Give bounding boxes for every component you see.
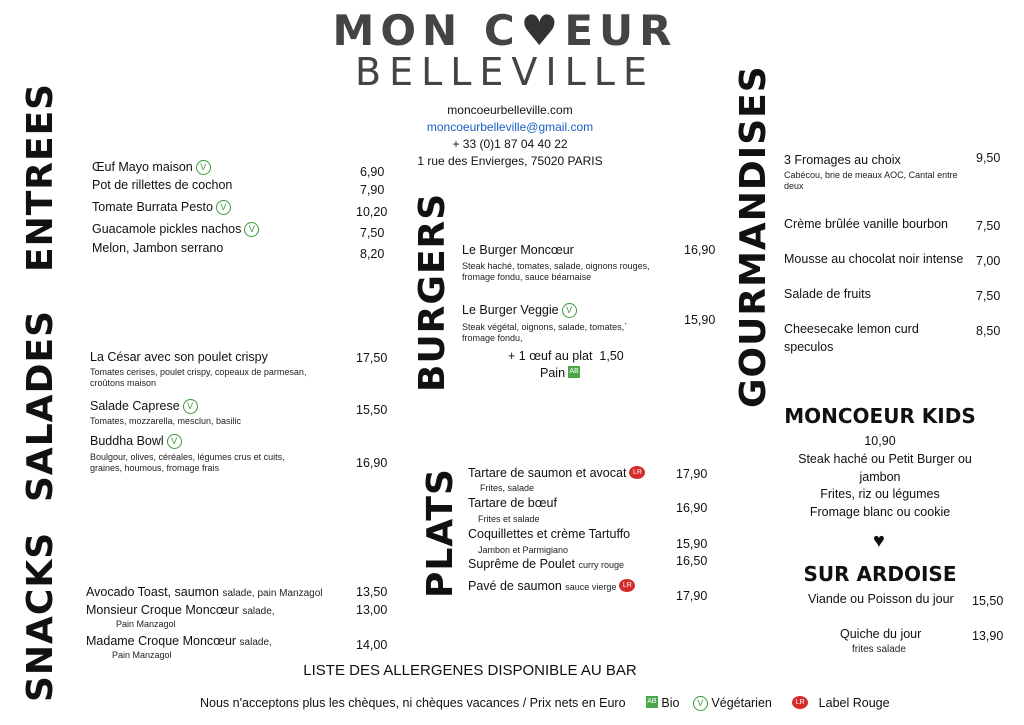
- kids-line: Fromage blanc ou cookie: [809, 505, 951, 519]
- menu-item: Le Burger Veggie V: [462, 303, 577, 318]
- item-description: frites salade: [852, 644, 906, 655]
- menu-item: Quiche du jour: [840, 627, 922, 641]
- label-rouge-icon: LR: [619, 579, 635, 592]
- kids-line: Steak haché ou Petit Burger ou: [798, 452, 972, 466]
- item-price: 7,90: [360, 183, 385, 197]
- payment-notice: Nous n'acceptons plus les chèques, ni chèques vacances / Prix nets en Euro: [200, 696, 626, 710]
- item-description: Tomates, mozzarella, mesclun, basilic: [90, 416, 242, 426]
- item-price: 16,90: [676, 501, 708, 515]
- phone: + 33 (0)1 87 04 40 22: [452, 137, 568, 151]
- brand-text-b: EUR: [564, 6, 678, 55]
- item-price: 13,50: [356, 585, 388, 599]
- item-price: 7,50: [976, 289, 1001, 303]
- section-salades: SALADES: [20, 310, 61, 502]
- legend-bio: Bio: [661, 696, 680, 710]
- item-description: Tomates cerises, poulet crispy, copeaux de parmesan, croûtons maison: [90, 367, 307, 388]
- vegetarian-icon: V: [244, 222, 259, 237]
- menu-item: Avocado Toast, saumon salade, pain Manzagol: [86, 585, 323, 599]
- brand-logo-line2: BELLEVILLE: [355, 50, 655, 94]
- item-description: Boulgour, olives, céréales, légumes crus et cuits, graines, houmous, fromage frais: [90, 452, 285, 473]
- item-price: 16,90: [684, 243, 716, 257]
- item-price: 17,90: [676, 589, 708, 603]
- item-price: 15,50: [972, 594, 1004, 608]
- menu-item: Madame Croque Moncœur salade,: [86, 634, 272, 648]
- item-description: Steak végétal, oignons, salade, tomates,` fromage fondu,: [462, 322, 628, 343]
- legend-label-rouge: Label Rouge: [818, 696, 890, 710]
- section-burgers: BURGERS: [412, 192, 453, 392]
- menu-item: Tartare de bœuf: [468, 496, 557, 510]
- website-link[interactable]: moncoeurbelleville.com: [447, 103, 573, 117]
- menu-item: Pavé de saumon sauce vierge LR: [468, 579, 635, 593]
- item-price: 8,50: [976, 324, 1001, 338]
- burger-extra-pain: Pain AB: [540, 366, 579, 380]
- ardoise-title: SUR ARDOISE: [803, 562, 957, 586]
- footer-legend: [200, 696, 890, 711]
- item-price: 13,00: [356, 603, 388, 617]
- item-price: 17,50: [356, 351, 388, 365]
- item-price: 17,90: [676, 467, 708, 481]
- kids-price: 10,90: [864, 434, 896, 448]
- burger-extra-egg: + 1 œuf au plat 1,50: [508, 349, 624, 363]
- vegetarian-icon: V: [216, 200, 231, 215]
- menu-item-line2: speculos: [784, 340, 834, 354]
- item-price: 6,90: [360, 165, 385, 179]
- item-description: Frites, salade: [480, 483, 535, 493]
- item-description: Jambon et Parmigiano: [478, 545, 569, 555]
- section-entrees: ENTREES: [20, 82, 61, 272]
- address: 1 rue des Envierges, 75020 PARIS: [417, 154, 603, 168]
- brand-logo-line1: [290, 6, 720, 55]
- kids-title: MONCOEUR KIDS: [784, 404, 976, 428]
- menu-item: Buddha Bowl V: [90, 434, 182, 449]
- menu-item: Monsieur Croque Moncœur salade,: [86, 603, 275, 617]
- item-price: 7,00: [976, 254, 1001, 268]
- menu-item: Tomate Burrata Pesto V: [92, 200, 231, 215]
- item-description: Frites et salade: [478, 514, 540, 524]
- menu-item: Coquillettes et crème Tartuffo: [468, 527, 631, 541]
- heart-icon: ♥: [873, 530, 885, 552]
- menu-item: 3 Fromages au choix: [784, 153, 901, 167]
- vegetarian-icon: V: [693, 696, 708, 711]
- item-price: 7,50: [360, 226, 385, 240]
- item-description: Pain Manzagol: [112, 650, 172, 660]
- menu-item: Pot de rillettes de cochon: [92, 178, 233, 192]
- menu-item: La César avec son poulet crispy: [90, 350, 268, 364]
- item-description: Cabécou, brie de meaux AOC, Cantal entre deux: [784, 170, 958, 191]
- item-price: 16,50: [676, 554, 708, 568]
- menu-item: Cheesecake lemon curd: [784, 322, 919, 336]
- kids-line: Frites, riz ou légumes: [820, 487, 940, 501]
- menu-item: Guacamole pickles nachos V: [92, 222, 259, 237]
- menu-item: Suprême de Poulet curry rouge: [468, 557, 625, 571]
- label-rouge-icon: LR: [792, 696, 808, 709]
- legend-vegetarien: Végétarien: [711, 696, 772, 710]
- menu-item: Salade Caprese V: [90, 399, 198, 414]
- label-rouge-icon: LR: [629, 466, 645, 479]
- section-gourmandises: GOURMANDISES: [733, 65, 774, 408]
- menu-item: Mousse au chocolat noir intense: [784, 252, 964, 266]
- item-price: 15,50: [356, 403, 388, 417]
- allergen-notice: LISTE DES ALLERGENES DISPONIBLE AU BAR: [303, 662, 637, 679]
- item-price: 7,50: [976, 219, 1001, 233]
- item-description: Pain Manzagol: [116, 619, 176, 629]
- menu-item: Tartare de saumon et avocat LR: [468, 466, 645, 480]
- vegetarian-icon: V: [183, 399, 198, 414]
- item-description: Steak haché, tomates, salade, oignons rouges, fromage fondu, sauce béarnaise: [462, 261, 650, 282]
- menu-item: Œuf Mayo maison V: [92, 160, 211, 175]
- bio-icon: AB: [646, 696, 658, 708]
- item-price: 14,00: [356, 638, 388, 652]
- menu-item: Melon, Jambon serrano: [92, 241, 224, 255]
- contact-block: [400, 102, 620, 170]
- email-link[interactable]: moncoeurbelleville@gmail.com: [426, 120, 594, 134]
- vegetarian-icon: V: [196, 160, 211, 175]
- item-price: 15,90: [676, 537, 708, 551]
- item-price: 9,50: [976, 151, 1001, 165]
- item-price: 8,20: [360, 247, 385, 261]
- menu-item: Crème brûlée vanille bourbon: [784, 217, 948, 231]
- item-price: 16,90: [356, 456, 388, 470]
- item-price: 13,90: [972, 629, 1004, 643]
- menu-item: Salade de fruits: [784, 287, 871, 301]
- kids-line: jambon: [859, 470, 901, 484]
- vegetarian-icon: V: [167, 434, 182, 449]
- section-snacks: SNACKS: [20, 531, 61, 702]
- vegetarian-icon: V: [562, 303, 577, 318]
- section-plats: PLATS: [420, 468, 461, 598]
- bio-icon: AB: [568, 366, 580, 378]
- item-price: 15,90: [684, 313, 716, 327]
- brand-text-a: MON C: [332, 6, 521, 55]
- item-price: 10,20: [356, 205, 388, 219]
- menu-item: Le Burger Moncœur: [462, 243, 574, 257]
- heart-icon: ♥: [520, 6, 565, 55]
- menu-item: Viande ou Poisson du jour: [808, 592, 954, 606]
